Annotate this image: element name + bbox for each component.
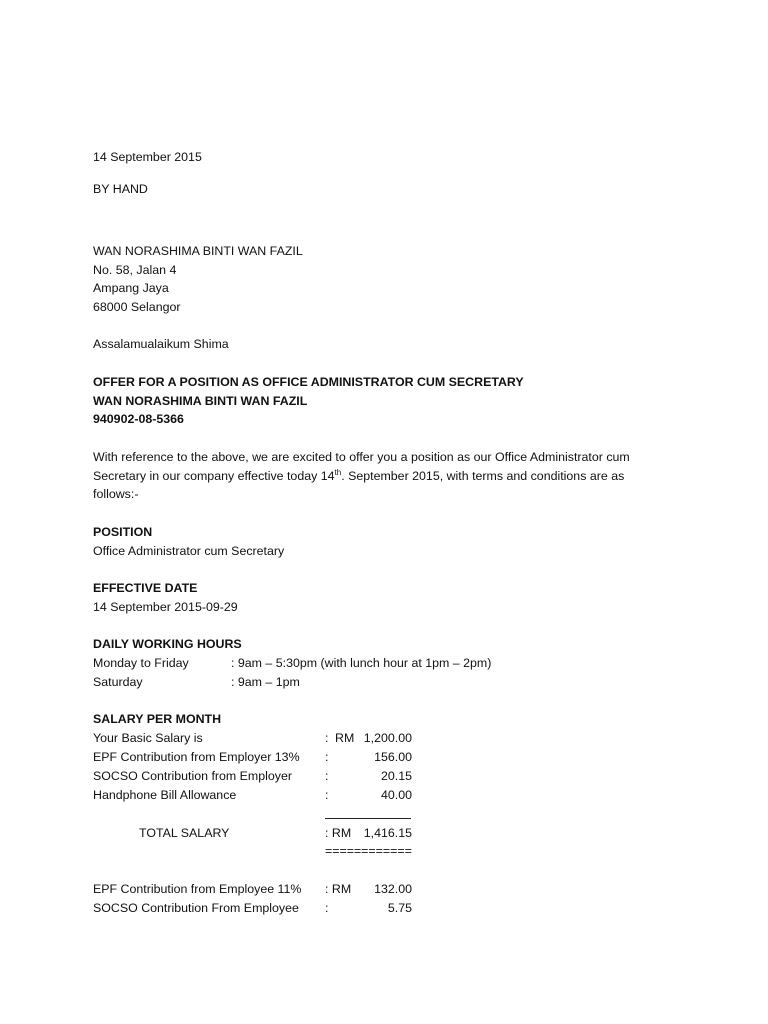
recipient-address-line: No. 58, Jalan 4 [93,263,177,277]
salary-row: Handphone Bill Allowance : 40.00 [93,788,412,802]
delivery-method: BY HAND [93,182,148,196]
salary-row: EPF Contribution from Employer 13% : 156.00 [93,750,412,764]
recipient-name: WAN NORASHIMA BINTI WAN FAZIL [93,244,303,258]
effective-date-value: 14 September 2015-09-29 [93,600,238,614]
total-double-rule: ============ [325,844,412,858]
subject-name: WAN NORASHIMA BINTI WAN FAZIL [93,394,308,408]
position-value: Office Administrator cum Secretary [93,544,285,558]
subject-line: OFFER FOR A POSITION AS OFFICE ADMINISTRATOR CUM SECRETARY [93,375,524,389]
salary-heading: SALARY PER MONTH [93,712,222,726]
recipient-address-line: 68000 Selangor [93,300,181,314]
effective-date-heading: EFFECTIVE DATE [93,581,198,595]
position-heading: POSITION [93,525,153,539]
intro-line: follows:- [93,487,139,501]
greeting: Assalamualaikum Shima [93,337,229,351]
salary-row: Your Basic Salary is : RM 1,200.00 [93,731,412,745]
subject-id: 940902-08-5366 [93,412,184,426]
recipient-address-line: Ampang Jaya [93,281,169,295]
intro-line: With reference to the above, we are excited to offer you a position as our Office Administrator cum [93,450,630,464]
letter-date: 14 September 2015 [93,150,202,164]
salary-row: SOCSO Contribution from Employer : 20.15 [93,769,412,783]
subtotal-rule [325,818,411,819]
working-hours-heading: DAILY WORKING HOURS [93,637,242,651]
intro-line: Secretary in our company effective today 14th. September 2015, with terms and conditions are as [93,467,625,483]
deduction-row: EPF Contribution from Employee 11% : RM 132.00 [93,882,412,896]
working-hours-row: Monday to Friday : 9am – 5:30pm (with lunch hour at 1pm – 2pm) [93,656,492,670]
deduction-row: SOCSO Contribution From Employee : 5.75 [93,901,412,915]
total-salary-row: TOTAL SALARY : RM 1,416.15 [139,826,412,840]
working-hours-row: Saturday : 9am – 1pm [93,675,300,689]
